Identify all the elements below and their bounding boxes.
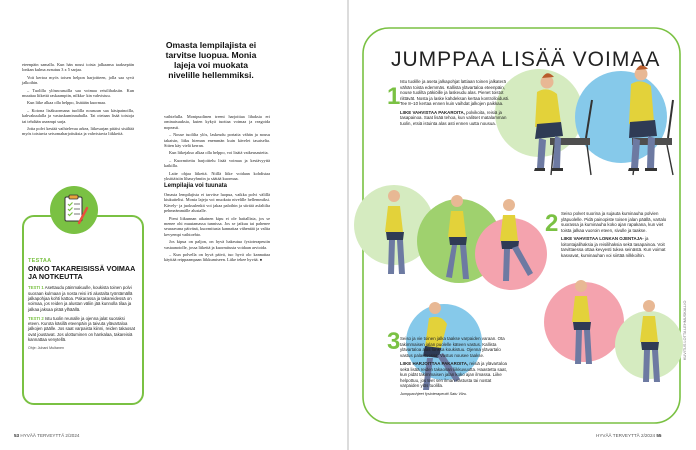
paragraph: Kun liikejakso alkaa olla helppo, voi lisätä vaikeusasteita. <box>169 150 269 156</box>
paragraph: – Kuormitettu harjoittelu lisää voimaa ja kestävyyttä kaikilla. <box>164 157 270 169</box>
body-column-1 <box>22 62 134 139</box>
step-credit: Jumppaohjeet fysioterapeutti Satu Viiru. <box>400 391 468 396</box>
test-2-text: Istu tuolin reunalle ja ojenna jalat suoraksi eteen. Kurota käsillä eteenpäin ja taivuta ylävartaloa jalkojen päälle. Jos saat varpaista kiinni, reiden takaosat ovat joustavat. Jos ulottuminen on hankalaa, takareisiä kannattaa venytellä. <box>28 315 136 343</box>
illustration-credit: KUVITUS LOTTA LEHMUSKALLIO <box>683 300 687 360</box>
step-instructions: Istu tuolille ja aseta jalkapohjat lattiaan toinen jalkaterä vähän toista edemmäs. Kallista ylävartaloa eteenpäin, nouse tuolilta päkiöille ja laskeudu alas. Pienet toistot riittävät. Nosta ja laske kahdeksan kertaa kontrolloidusti. Tee 8–10 kertaa ennen kuin vaihdat jalkojen paikkaa. <box>400 79 510 106</box>
test-box-content <box>28 258 136 350</box>
step-number: 1 <box>387 83 401 110</box>
box-label: TESTAA <box>28 258 52 264</box>
paragraph: Omasta lempilajista ei tarvitse luopua, vaikka polvi välillä kiukuttelisi. Monia lajeja voi muokata nivelille hellemmiksi. Kävely- ja juoksulenkit voi jakaa paloihin ja siirtää asfaltilta pehmeämmälle alustalle. <box>164 191 270 214</box>
step-benefit-label: LIIKE VAHVISTAA PAKAROITA, <box>400 109 465 115</box>
paragraph: – Tuolilla ylösnousuilla saa voimaa reisilihaksiin. Kun muuttaa liikettä raskaampiin, nilkka- kin vahvistuu. <box>22 87 134 99</box>
test-1-text: Asettaudu päinmakuulle, koukista toinen polvi suoraan kulmaan ja nosta reisi irti alustalta työntämällä jalkapohjaa kohti kattoa. Pakarassa ja takareidessä on voimaa, jos reiden ja alustan väliin jää kunnolla tilaa ja jalkaa jaksaa pitää ylhäällä. <box>28 285 133 312</box>
step-benefit-text: polvikoita, reisiä ja tasapainoa. Saat lisää tehoa, kun valitset matalamman tuolin, etsiä istuinta alas asti ennen uutta nousua. <box>400 109 507 126</box>
subheading: Lempilajia voi tuunata <box>164 183 228 190</box>
paragraph: – Nouse tuolilta ylös, laskeudu portaita vähän ja nousu takaisin, liiku hieman enemmän kuin kävelet tasaiselta. Sitten käy vielä kerran. <box>164 132 270 149</box>
step-benefit <box>400 361 508 389</box>
test-2-label: TESTI 2 <box>28 315 44 321</box>
test-1-label: TESTI 1 <box>28 285 44 291</box>
step-number: 3 <box>387 328 401 355</box>
step-benefit-label: LIIKE HARJOITTAA PAKAROITA, <box>400 361 469 366</box>
step-instructions: Seiso ja vie toinen jalka taakse varpaiden varaan. Ota takimmaisen jalan puolelle käteen vastus. Kallista ylävartaloa alas lonkka koukistuu. Ojenna ylävartalo vastus palautuessa. Vastus nousee taakse. <box>400 336 505 358</box>
magazine-name: HYVÄÄ TERVEYTTÄ 2/2024 <box>596 433 656 438</box>
step-benefit-text: ja loitontajalihaksia ja reisilihaksia sekä tasapainoa. Voit tarvittaessa ottaa kevyesti tukea seinästä. Kun voimat kasvavat, kuminauhan voi siirtää nilkkoihin. <box>561 236 666 258</box>
test-2 <box>28 316 136 342</box>
box-credit: Ohje: Juhani Multanen <box>28 346 64 351</box>
magazine-name: HYVÄÄ TERVEYTTÄ 2/2024 <box>20 433 80 438</box>
paragraph: eteenpäin samalla. Kun hän nousi toista jalkaansa taaksepäin lonkan kulma avautuu 3 x 5 sarjaa. <box>22 62 134 73</box>
step-benefit-text: reisiä ja ylävartaloa sekä lisää reiden takaosan liikkuvuutta. Haastetta saat, kun pidät takimmaisen jalan koko ajan ilmassa. Liike helpottuu, jos teet sen ilman vastusta tai nostat varpaiden ylös tuolilla. <box>400 361 507 388</box>
test-1 <box>28 285 136 311</box>
paragraph: Pieni liikunnan aikainen kipu ei ole haitallista, jos se menee ohi muutamassa tunnissa. Jos se jatkuu tai pahenee seuraavana päivänä, kuormitusta kannattaa vähentää ja valita kevyempi vaihtoehto. <box>164 215 270 237</box>
body-column-2 <box>164 114 270 265</box>
step-number: 2 <box>545 210 559 237</box>
paragraph: Kun liike alkaa olla helppo, lisätään kuormaa. <box>27 100 106 106</box>
step-1-text <box>400 79 512 129</box>
paragraph: vaihtelulla. Monipuolinen treeni harjoittaa lihaksia eri ominaisuuksia, kuten kykyä tuottaa voimaa ja reagoida nopeasti. <box>164 114 270 130</box>
paragraph: – Kun polvella on hyvä päivä, tuo hyvä olo kannattaa käyttää reippaampaan liikkumiseen. Liike tekee hyvää. ● <box>164 251 270 263</box>
page-number: 53 <box>14 433 20 438</box>
clipboard-icon <box>50 186 98 234</box>
step-benefit-label: LIIKE VAHVISTAA LONKAN OJENTAJA- <box>561 236 644 241</box>
pull-quote: Omasta lempilajista ei tarvitse luopua. Monia lajeja voi muokata nivelille hellemmiksi. <box>165 40 257 80</box>
page-number: 55 <box>656 433 662 438</box>
step-2-text <box>561 211 669 261</box>
page-title: JUMPPAA LISÄÄ VOIMAA <box>391 48 661 71</box>
right-page <box>349 0 696 450</box>
paragraph: Jos kipua on paljon, on hyvä hakeutua fysioterapeutin vastaanotolle, jossa liikettä ja kuormitusta voidaan arvioida. <box>164 239 270 250</box>
left-footer <box>14 433 79 438</box>
left-page <box>0 0 347 450</box>
paragraph: – Kotona lisäkuormana tuolilla nousuun saa käsipainoilla, kahvakuulalla ja vastuskuminauhalla. Tai otetaan lisää toistoja tai tehdään useampi sarja. <box>22 107 134 124</box>
paragraph: Jotta polvi kestää vaihtelevaa arkea, liikesarjan pitäisi sisältää myös toistuvia seisomaharjoituksia ja vahvistavia liikkeitä. <box>22 126 134 137</box>
paragraph: Voit kertoa myös toisen helpon harjoitteen, jolla saa syvä jalkoihin. <box>22 74 134 86</box>
right-footer <box>596 433 661 438</box>
step-instructions: Seiso polvet suorina ja sujauta kuminauha polvien yläpuolelle. Pidä painopiste toisen jalan päällä, vartalo suorassa ja kuminauha koko ajan rapakana, kun viet toista jalkaa vuoroin eteen, sivulle ja taakse. <box>561 211 667 233</box>
box-title: ONKO TAKAREISISSÄ VOIMAA JA NOTKEUTTA <box>28 264 136 282</box>
paragraph: Laite ohjaa liikettä. Niillä liike voidaan kohdistaa yksittäisiin lihasryhmiin ja säätää kuormaa. <box>164 170 270 182</box>
step-benefit <box>561 236 669 258</box>
step-benefit <box>400 110 512 127</box>
step-3-text <box>400 336 508 400</box>
